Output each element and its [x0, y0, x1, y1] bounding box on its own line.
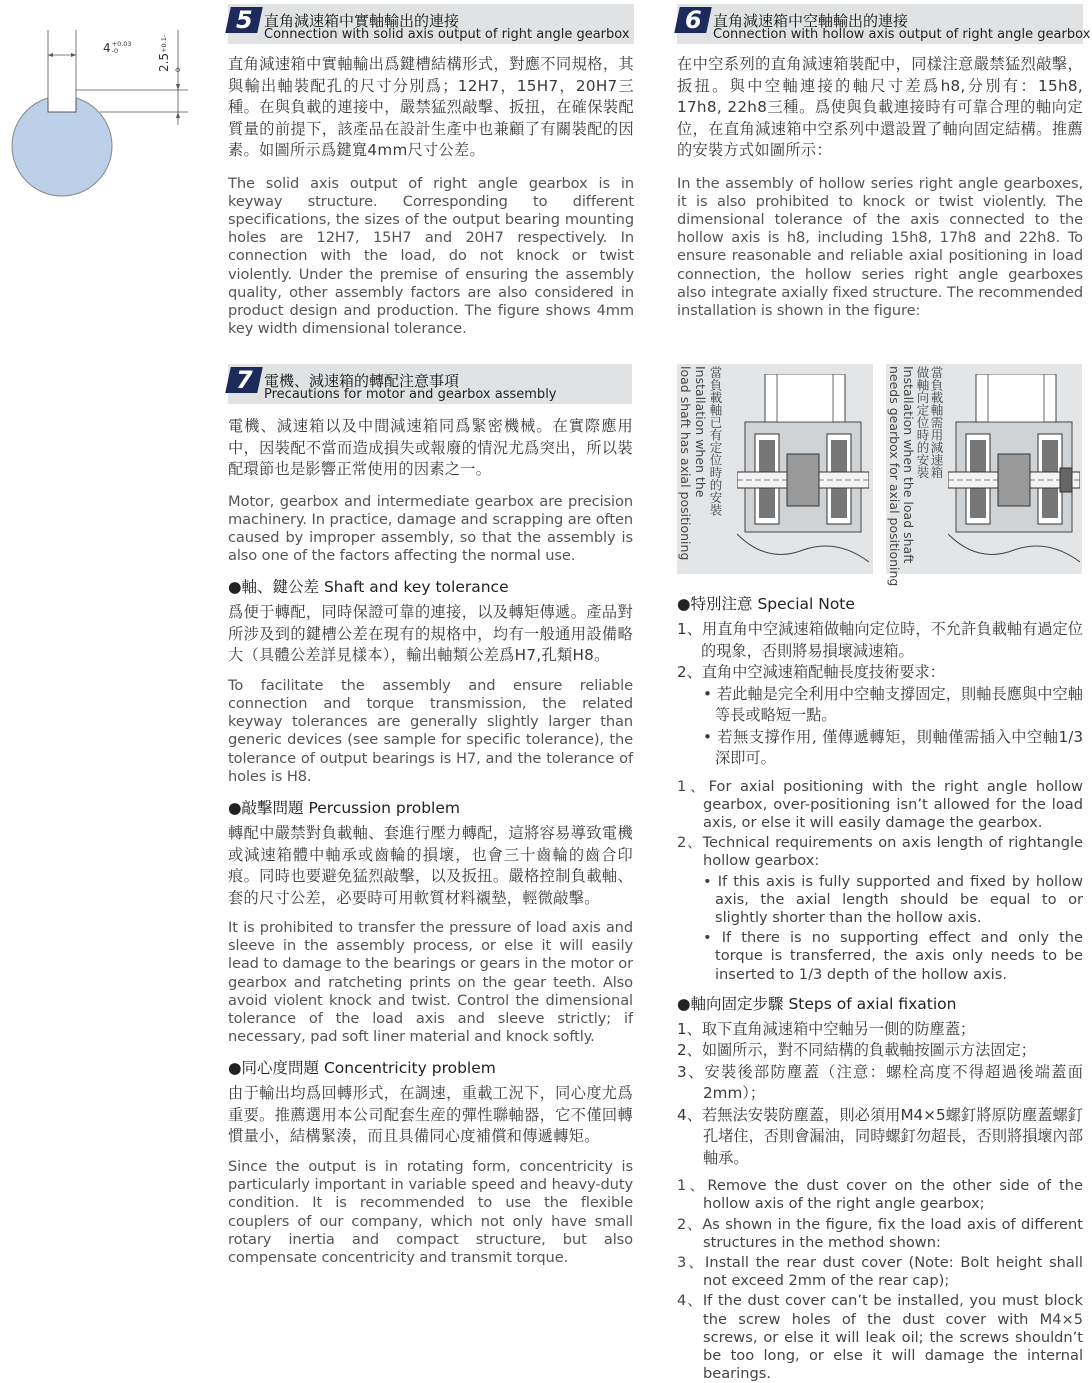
key-depth-label: 2.5+0.1-0: [157, 34, 182, 72]
step-cn-4: 4、若無法安裝防塵蓋，則必須用M4×5螺釘將原防塵蓋螺釘孔堵住，否則會漏油，同時螺釘勿超長，否則將損壞內部軸承。: [677, 1105, 1083, 1167]
section6-header: [677, 4, 1091, 44]
figure-right-en1: Installation when the load shaft: [901, 366, 916, 564]
figure-left-en1: Installation when the: [693, 366, 708, 498]
gearbox-drawing-right: [948, 374, 1080, 570]
keyway-diagram: [0, 0, 200, 200]
section5-title-cn: 直角減速箱中實軸輸出的連接: [264, 12, 460, 30]
shaft-key-title: ●軸、鍵公差 Shaft and key tolerance: [228, 578, 509, 597]
section7-number: 7: [225, 367, 263, 393]
percussion-cn: 轉配中嚴禁對負載軸、套進行壓力轉配，這將容易導致電機或減速箱體中軸承或齒輪的損壞，也會三十齒輪的齒合印痕。同時也要避免猛烈敲擊，以及扳扭。嚴格控制負載軸、套的尺寸公差，必要時可用軟質材料襯墊，輕微敲擊。: [228, 824, 633, 907]
step-en-2: 2、As shown in the figure, fix the load axis of different structures in the method shown:: [677, 1215, 1083, 1251]
concentricity-cn: 由于輸出均爲回轉形式，在調速，重載工況下，同心度尤爲重要。推薦選用本公司配套生産的彈性聯軸器，它不僅回轉慣量小，結構緊湊，而且具備同心度補償和傳遞轉矩。: [228, 1084, 633, 1146]
note-cn-2b: • 若無支撐作用, 僅傳遞轉矩，則軸僅需插入中空軸1/3深即可。: [703, 727, 1083, 767]
concentricity-en: Since the output is in rotating form, concentricity is particularly important in variable speed and heavy-duty condition. It is recommended to use the flexible couplers of our company, which not only have small rotary inertia and compact structure, but also compensate concentricity and transmit torque.: [228, 1157, 633, 1266]
section5-body-cn: 直角減速箱中實軸輸出爲鍵槽結構形式，對應不同規格，其與輸出軸裝配孔的尺寸分別爲；12H7，15H7，20H7三種。在與負載的連接中，嚴禁猛烈敲擊、扳扭，在確保裝配質量的前提下，該產品在設計生產中也兼顧了有關裝配的因素。如圖所示爲鍵寬4mm尺寸公差。: [228, 55, 634, 159]
section5-number: 5: [225, 7, 263, 33]
shaft-key-en: To facilitate the assembly and ensure reliable connection and torque transmission, the related keyway tolerances are generally slightly larger than generic devices (see sample for specific tolerance), the tolerance of output bearings is H7, and the tolerance of holes is H8.: [228, 676, 633, 785]
key-width-label: 4+0.03 -0: [103, 40, 132, 55]
figure-right-cn2: 做軸向定位時的安裝: [915, 366, 930, 479]
step-en-3: 3、Install the rear dust cover (Note: Bolt height shall not exceed 2mm of the rear cap);: [677, 1254, 1083, 1290]
section6-body-cn: 在中空系列的直角減速箱裝配中，同樣注意嚴禁猛烈敲擊，扳扭。與中空軸連接的軸尺寸差爲h8,分別有：15h8, 17h8, 22h8三種。爲使與負載連接時有可靠合理的軸向定位，在直角減速箱中空系列中還設置了軸向固定結構。推薦的安裝方式如圖所示：: [677, 55, 1083, 159]
section5-title-en: Connection with solid axis output of right angle gearbox: [264, 27, 630, 42]
percussion-title: ●敲擊問題 Percussion problem: [228, 799, 460, 818]
note-cn-1: 1、用直角中空減速箱做軸向定位時，不允許負載軸有過定位的現象，否則將易損壞減速箱。: [677, 620, 1083, 660]
note-en-2a: • If this axis is fully supported and fixed by hollow axis, the axial length should be equal to or slightly shorter than the hollow axis.: [703, 872, 1083, 926]
section6-title-cn: 直角減速箱中空軸輸出的連接: [713, 12, 909, 30]
figure-right-cn1: 當負載軸需用減速箱: [929, 366, 944, 479]
note-en-2: 2、Technical requirements on axis length of rightangle hollow gearbox:: [677, 834, 1083, 870]
section5-header: [228, 4, 634, 44]
figure-right: [886, 364, 1082, 587]
figure-left: [677, 364, 873, 574]
step-cn-2: 2、如圖所示，對不同結構的負載軸按圖示方法固定；: [677, 1041, 1036, 1060]
figure-left-en2: load shaft has axial positioning: [678, 366, 693, 561]
special-note-title: ●特別注意 Special Note: [677, 595, 855, 613]
section5-body-en: The solid axis output of right angle gearbox is in keyway structure. Corresponding to different specifications, the sizes of the output bearing mounting holes are 12H7, 15H7 and 20H7 respectively. In connection with the load, do not knock or twist violently. Under the premise of ensuring the assembly quality, other assembly factors are also considered in product design and production. The figure shows 4mm key width dimensional tolerance.: [228, 174, 634, 338]
figure-right-en2: needs gearbox for axial positioning: [887, 366, 902, 587]
section7-body-en: Motor, gearbox and intermediate gearbox are precision machinery. In practice, damage and scrapping are often caused by improper assembly, so that the assembly is also one of the factors affecting the normal use.: [228, 492, 633, 565]
section6-body-en: In the assembly of hollow series right angle gearboxes, it is also prohibited to knock or twist violently. The dimensional tolerance of the axis connected to the hollow axis is h8, including 15h8, 17h8 and 22h8. To ensure reasonable and reliable axial positioning in load connection, the hollow series right angle gearboxes also integrate axially fixed structure. The recommended installation is shown in the figure:: [677, 174, 1083, 319]
note-cn-2: 2、直角中空減速箱配軸長度技術要求：: [677, 663, 945, 681]
step-en-1: 1、Remove the dust cover on the other side of the hollow axis of the right angle gearbox;: [677, 1177, 1083, 1213]
note-en-1: 1、For axial positioning with the right angle hollow gearbox, over-positioning isn’t allowed for the load axis, or else it will easily damage the gearbox.: [677, 777, 1083, 831]
note-en-2b: • If there is no supporting effect and only the torque is transferred, the axis only needs to be inserted to 1/3 depth of the hollow axis.: [703, 929, 1083, 983]
note-cn-2a: • 若此軸是完全利用中空軸支撐固定，則軸長應與中空軸等長或略短一點。: [703, 684, 1083, 724]
section7-header: [228, 364, 632, 404]
concentricity-title: ●同心度問題 Concentricity problem: [228, 1059, 496, 1078]
shaft-key-cn: 爲便于轉配，同時保證可靠的連接，以及轉矩傳遞。產品對所涉及到的鍵槽公差在現有的規格中，均有一般通用設備略大（具體公差詳見樣本），輸出軸類公差爲H7,孔類H8。: [228, 603, 633, 665]
step-cn-1: 1、取下直角減速箱中空軸另一側的防塵蓋；: [677, 1019, 976, 1038]
section6-title-en: Connection with hollow axis output of right angle gearbox: [713, 27, 1091, 42]
step-cn-3: 3、安裝後部防塵蓋（注意：螺栓高度不得超過後端蓋面2mm）；: [677, 1062, 1083, 1103]
section7-title-en: Precautions for motor and gearbox assembly: [264, 387, 557, 402]
section7-body-cn: 電機、減速箱以及中間減速箱同爲緊密機械。在實際應用中，因裝配不當而造成損失或報廢的情況尤爲突出，所以裝配環節也是影響正常使用的因素之一。: [228, 417, 633, 478]
figure-left-cn: 當負載軸已有定位時的安裝: [708, 366, 723, 516]
percussion-en: It is prohibited to transfer the pressure of load axis and sleeve in the assembly process, or else it will easily lead to damage to the bearings or gears in the motor or gearbox and ratcheting prints on the gear teeth. Also avoid violent knock and twist. Control the dimensional tolerance of the load axis and sleeve strictly; if necessary, pad soft liner material and knock softly.: [228, 919, 633, 1046]
gearbox-drawing-left: [737, 374, 869, 570]
axial-steps-title: ●軸向固定步驟 Steps of axial fixation: [677, 994, 957, 1013]
step-en-4: 4、If the dust cover can’t be installed, you must block the screw holes of the dust cover with M4×5 screws, or else it will leak oil; the screws shouldn’t be too long, or else it will damage the internal bearings.: [677, 1292, 1083, 1383]
section6-number: 6: [674, 7, 712, 33]
section7-title-cn: 電機、減速箱的轉配注意事項: [264, 372, 460, 390]
